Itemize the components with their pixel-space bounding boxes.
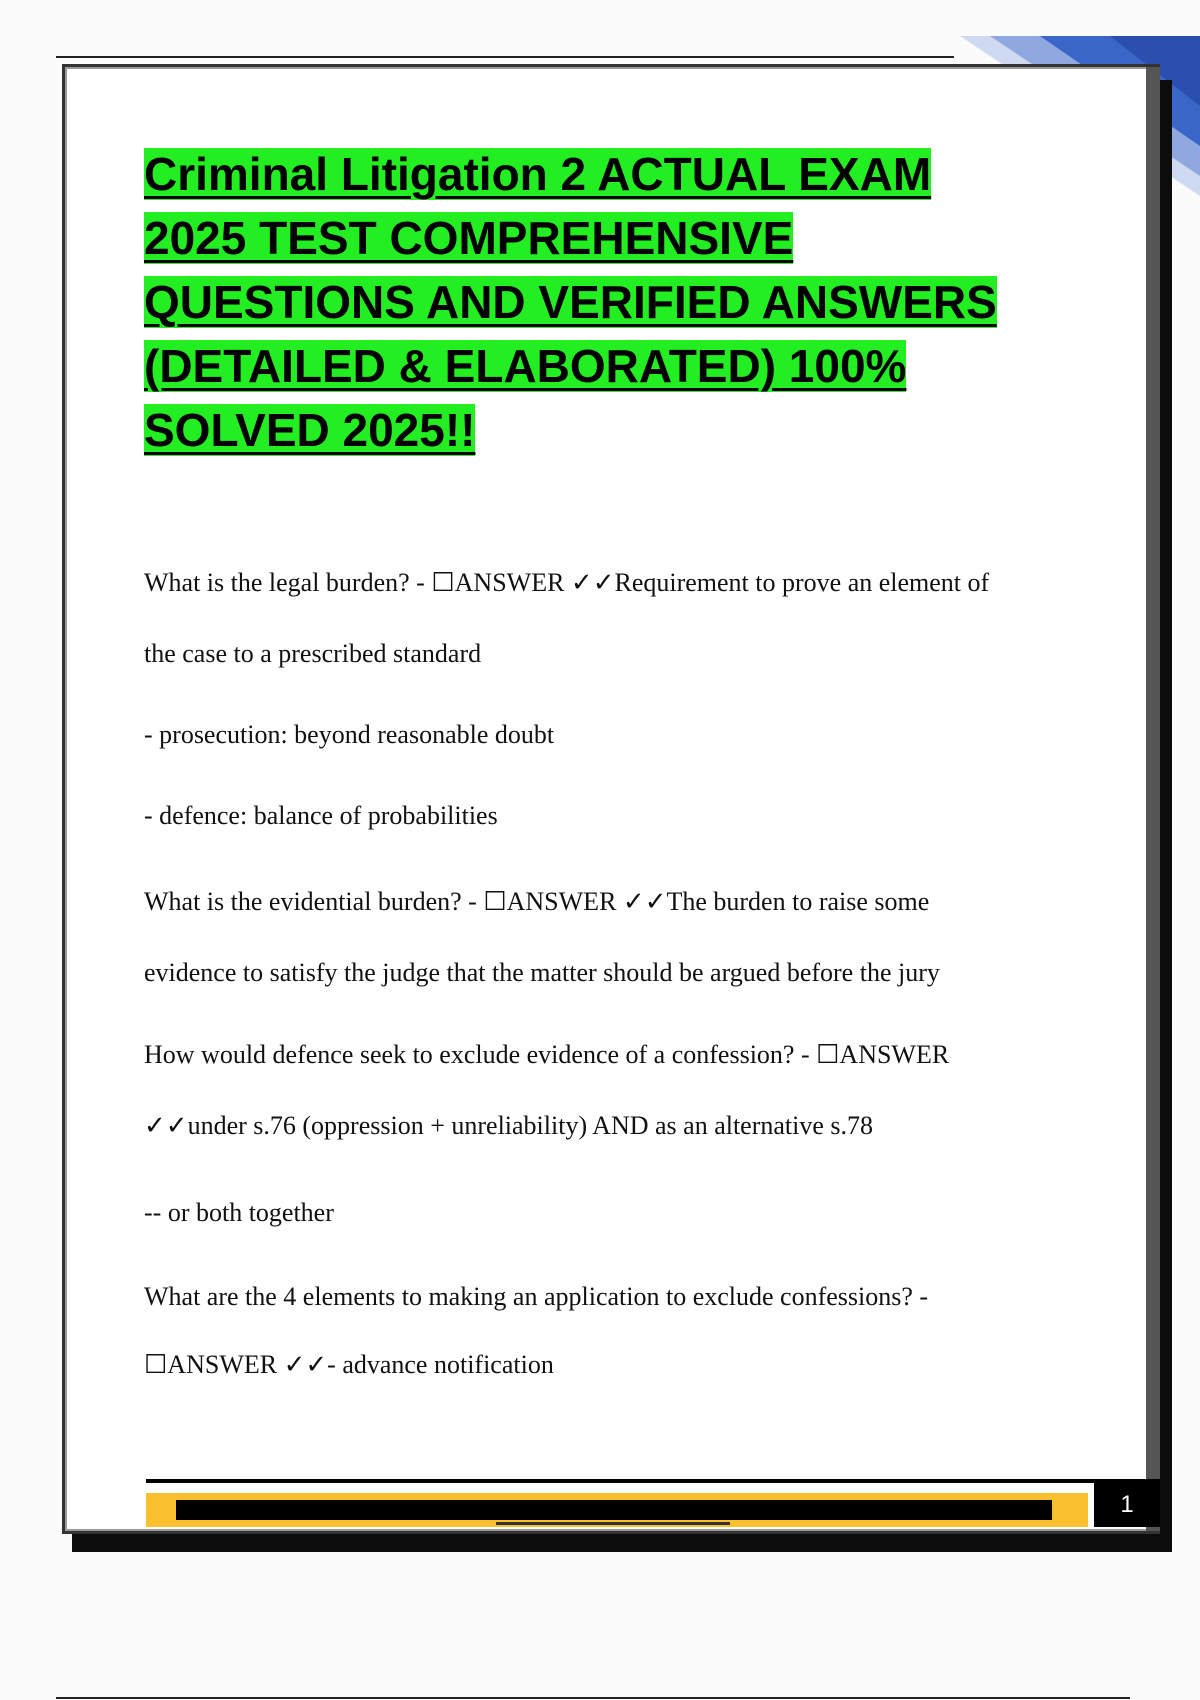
title-line-4: (DETAILED & ELABORATED) 100% [144,340,907,392]
page-number: 1 [1094,1483,1160,1527]
body-line: - defence: balance of probabilities [144,801,498,830]
bottom-rule [56,1697,1130,1699]
body-line: evidence to satisfy the judge that the matter should be argued before the jury [144,958,940,987]
body-line: ✓✓under s.76 (oppression + unreliability) AND as an alternative s.78 [144,1111,874,1140]
body-line: What is the evidential burden? - ☐ANSWER ✓✓The burden to raise some [144,887,930,916]
footer-rule [146,1479,1160,1483]
body-line: - prosecution: beyond reasonable doubt [144,720,555,749]
body-line: -- or both together [144,1198,334,1227]
page-edge [1146,67,1160,1531]
body-line: What is the legal burden? - ☐ANSWER ✓✓Requirement to prove an element of [144,568,990,597]
body-line: How would defence seek to exclude evidence of a confession? - ☐ANSWER [144,1040,950,1069]
top-rule [56,56,954,58]
footer-underline [496,1522,730,1525]
title-line-2: 2025 TEST COMPREHENSIVE [144,212,794,264]
footer-bar-inner [176,1500,1052,1520]
document-title [144,142,1044,462]
title-line-3: QUESTIONS AND VERIFIED ANSWERS [144,276,997,328]
title-line-5: SOLVED 2025!! [144,404,476,456]
body-line: the case to a prescribed standard [144,639,482,668]
body-line: What are the 4 elements to making an application to exclude confessions? - [144,1282,929,1311]
title-line-1: Criminal Litigation 2 ACTUAL EXAM [144,148,932,200]
body-line: ☐ANSWER ✓✓- advance notification [144,1350,554,1379]
